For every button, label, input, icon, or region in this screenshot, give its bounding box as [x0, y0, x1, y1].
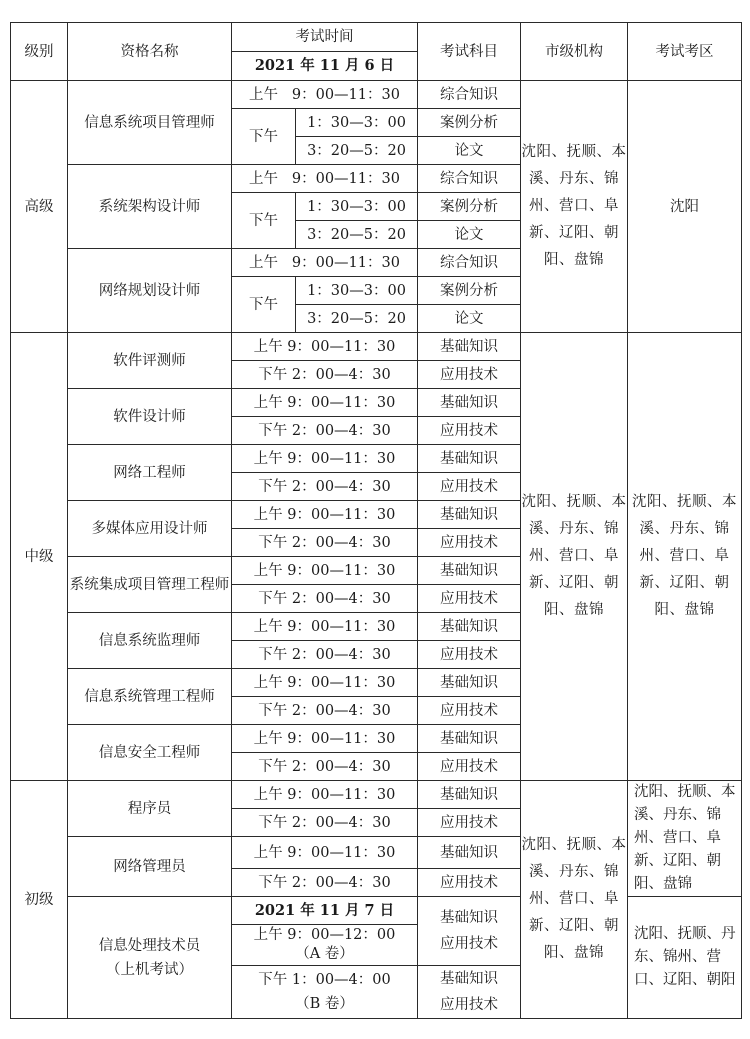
header-org: 市级机构 [521, 23, 628, 81]
qualification-name: 程序员 [68, 781, 232, 837]
am-time: 上午 9：00—11：30 [232, 445, 418, 473]
header-level: 级别 [11, 23, 68, 81]
subject: 应用技术 [418, 641, 521, 669]
ip-am [232, 925, 418, 966]
level-mid: 中级 [11, 333, 68, 781]
subject: 案例分析 [418, 109, 521, 137]
subject: 应用技术 [418, 361, 521, 389]
subject: 应用技术 [418, 753, 521, 781]
qualification-name: 系统架构设计师 [68, 165, 232, 249]
qualification-name: 信息安全工程师 [68, 725, 232, 781]
subject: 基础知识 [418, 669, 521, 697]
am-time: 上午 9：00—11：30 [232, 669, 418, 697]
am-time: 上午 9：00—12：00 [253, 927, 396, 943]
subject: 案例分析 [418, 277, 521, 305]
am-session [232, 165, 418, 193]
am-time: 上午 9：00—11：30 [232, 557, 418, 585]
level-senior: 高级 [11, 81, 68, 333]
am-time: 9：00—11：30 [291, 254, 400, 271]
paper-b: （B 卷） [295, 996, 354, 1012]
pm-time: 下午 2：00—4：30 [232, 809, 418, 837]
pm-time: 3：20—5：20 [296, 305, 418, 333]
pm-time: 下午 2：00—4：30 [232, 529, 418, 557]
subject: 应用技术 [418, 869, 521, 897]
qualification-name: 系统集成项目管理工程师 [68, 557, 232, 613]
pm-label: 下午 [232, 193, 296, 249]
pm-time: 3：20—5：20 [296, 221, 418, 249]
pm-time: 下午 2：00—4：30 [232, 869, 418, 897]
qualification-name-ip [68, 897, 232, 1019]
subject: 应用技术 [418, 473, 521, 501]
exam-date-1: 2021 年 11 月 6 日 [232, 52, 418, 81]
qualification-name: 网络规划设计师 [68, 249, 232, 333]
am-time: 9：00—11：30 [291, 86, 400, 103]
subject: 案例分析 [418, 193, 521, 221]
ip-pm [232, 966, 418, 1019]
pm-time: 1：30—3：00 [296, 193, 418, 221]
pm-time: 1：30—3：00 [296, 109, 418, 137]
ip-name: 信息处理技术员 [98, 937, 201, 954]
junior-area-2: 沈阳、抚顺、丹东、锦州、营口、辽阳、朝阳 [628, 897, 742, 1019]
subject: 基础知识 [418, 613, 521, 641]
am-time: 上午 9：00—11：30 [232, 333, 418, 361]
senior-org: 沈阳、抚顺、本溪、丹东、锦州、营口、阜新、辽阳、朝阳、盘锦 [521, 81, 628, 333]
subject: 基础知识 [418, 781, 521, 809]
pm-time: 下午 1：00—4：00 [258, 972, 391, 988]
qualification-name: 信息系统项目管理师 [68, 81, 232, 165]
level-junior: 初级 [11, 781, 68, 1019]
subject: 综合知识 [418, 249, 521, 277]
senior-area: 沈阳 [628, 81, 742, 333]
ip-subjects-b [418, 966, 521, 1019]
header-area: 考试考区 [628, 23, 742, 81]
am-time: 上午 9：00—11：30 [232, 781, 418, 809]
subject: 应用技术 [418, 585, 521, 613]
subject: 综合知识 [418, 81, 521, 109]
mid-area: 沈阳、抚顺、本溪、丹东、锦州、营口、阜新、辽阳、朝阳、盘锦 [628, 333, 742, 781]
subject: 基础知识 [418, 445, 521, 473]
pm-time: 1：30—3：00 [296, 277, 418, 305]
ip-note: （上机考试） [106, 961, 193, 978]
pm-time: 下午 2：00—4：30 [232, 417, 418, 445]
subject: 综合知识 [418, 165, 521, 193]
subject: 应用技术 [418, 697, 521, 725]
am-label: 上午 [249, 170, 279, 187]
subject: 应用技术 [418, 809, 521, 837]
qualification-name: 信息系统监理师 [68, 613, 232, 669]
am-time: 上午 9：00—11：30 [232, 613, 418, 641]
qualification-name: 软件设计师 [68, 389, 232, 445]
subject: 应用技术 [440, 997, 498, 1013]
subject: 应用技术 [418, 529, 521, 557]
junior-org: 沈阳、抚顺、本溪、丹东、锦州、营口、阜新、辽阳、朝阳、盘锦 [521, 781, 628, 1019]
am-time: 上午 9：00—11：30 [232, 501, 418, 529]
exam-date-2: 2021 年 11 月 7 日 [232, 897, 418, 925]
subject: 应用技术 [440, 936, 498, 952]
subject: 基础知识 [418, 557, 521, 585]
pm-label: 下午 [232, 277, 296, 333]
exam-schedule-table [10, 22, 742, 1019]
am-time: 上午 9：00—11：30 [232, 837, 418, 869]
qualification-name: 信息系统管理工程师 [68, 669, 232, 725]
mid-org: 沈阳、抚顺、本溪、丹东、锦州、营口、阜新、辽阳、朝阳、盘锦 [521, 333, 628, 781]
subject: 论文 [418, 221, 521, 249]
junior-area-1: 沈阳、抚顺、本溪、丹东、锦州、营口、阜新、辽阳、朝阳、盘锦 [628, 781, 742, 897]
am-time: 上午 9：00—11：30 [232, 725, 418, 753]
qualification-name: 软件评测师 [68, 333, 232, 389]
am-time: 9：00—11：30 [291, 170, 400, 187]
subject: 基础知识 [418, 333, 521, 361]
qualification-name: 多媒体应用设计师 [68, 501, 232, 557]
qualification-name: 网络管理员 [68, 837, 232, 897]
am-label: 上午 [249, 254, 279, 271]
subject: 基础知识 [440, 910, 498, 926]
subject: 论文 [418, 305, 521, 333]
am-time: 上午 9：00—11：30 [232, 389, 418, 417]
paper-a: （A 卷） [295, 946, 354, 962]
ip-subjects-a [418, 897, 521, 966]
pm-time: 下午 2：00—4：30 [232, 697, 418, 725]
subject: 基础知识 [418, 837, 521, 869]
pm-time: 下午 2：00—4：30 [232, 753, 418, 781]
pm-time: 下午 2：00—4：30 [232, 473, 418, 501]
header-name: 资格名称 [68, 23, 232, 81]
qualification-name: 网络工程师 [68, 445, 232, 501]
am-session [232, 249, 418, 277]
am-label: 上午 [249, 86, 279, 103]
pm-time: 下午 2：00—4：30 [232, 585, 418, 613]
header-subject: 考试科目 [418, 23, 521, 81]
subject: 基础知识 [418, 389, 521, 417]
pm-label: 下午 [232, 109, 296, 165]
pm-time: 3：20—5：20 [296, 137, 418, 165]
subject: 基础知识 [418, 725, 521, 753]
pm-time: 下午 2：00—4：30 [232, 641, 418, 669]
subject: 基础知识 [440, 971, 498, 987]
subject: 基础知识 [418, 501, 521, 529]
pm-time: 下午 2：00—4：30 [232, 361, 418, 389]
header-time: 考试时间 [232, 23, 418, 52]
am-session [232, 81, 418, 109]
subject: 应用技术 [418, 417, 521, 445]
subject: 论文 [418, 137, 521, 165]
